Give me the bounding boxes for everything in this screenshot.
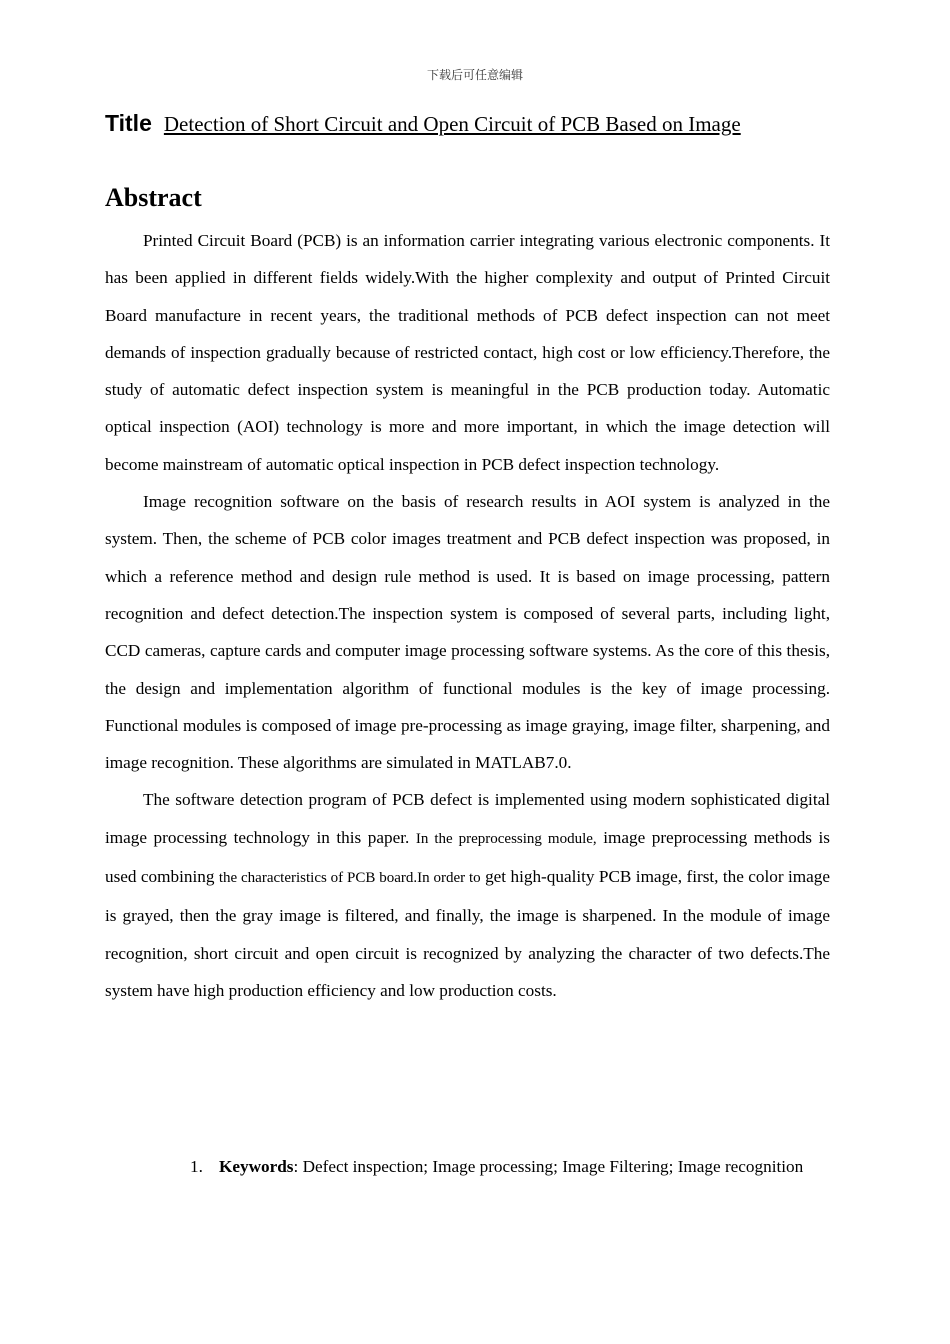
abstract-body	[105, 222, 830, 1009]
paragraph-3-segment: the characteristics of PCB board.In order to	[218, 870, 481, 887]
paragraph-3-segment: image preprocessing methods is used combining	[105, 827, 830, 887]
keywords-separator: :	[293, 1157, 303, 1176]
paragraph-3-segment: In the preprocessing module,	[415, 830, 597, 847]
paragraph-3-segment: The software detection program of PCB defect is implemented using modern sophisticated digital image processing technology in this paper.	[105, 790, 830, 847]
title-row	[105, 110, 830, 137]
paragraph-3-segment: get high-quality PCB image, first, the color image is grayed, then the gray image is filtered, and finally, the image is sharpened. In the module of image recognition, short circuit and open circuit is recognized by analyzing the character of two defects.The system have high production efficiency and low production costs.	[105, 867, 830, 1000]
abstract-paragraph-2: Image recognition software on the basis of research results in AOI system is analyzed in the system. Then, the scheme of PCB color images treatment and PCB defect inspection was proposed, in which a reference method and design rule method is used. It is based on image processing, pattern recognition and defect detection.The inspection system is composed of several parts, including light, CCD cameras, capture cards and computer image processing software systems. As the core of this thesis, the design and implementation algorithm of functional modules is the key of image processing. Functional modules is composed of image pre-processing as image graying, image filter, sharpening, and image recognition. These algorithms are simulated in MATLAB7.0.	[105, 492, 830, 773]
document-title: Detection of Short Circuit and Open Circuit of PCB Based on Image	[163, 112, 741, 136]
abstract-paragraph-3	[105, 781, 830, 1009]
keywords-text: Defect inspection; Image processing; Image Filtering; Image recognition	[302, 1157, 804, 1176]
abstract-heading: Abstract	[105, 183, 202, 212]
header-note: 下载后可任意编辑	[426, 68, 523, 82]
keywords-body	[219, 1148, 830, 1185]
title-label: Title	[105, 110, 152, 136]
abstract-paragraph-1: Printed Circuit Board (PCB) is an information carrier integrating various electronic components. It has been applied in different fields widely.With the higher complexity and output of Printed Circuit Board manufacture in recent years, the traditional methods of PCB defect inspection can not meet demands of inspection gradually because of restricted contact, high cost or low efficiency.Therefore, the study of automatic defect inspection system is meaningful in the PCB production today. Automatic optical inspection (AOI) technology is more and more important, in which the image detection will become mainstream of automatic optical inspection in PCB defect inspection technology.	[105, 231, 830, 474]
keywords-number: 1.	[190, 1157, 203, 1176]
keywords-label: Keywords	[219, 1157, 294, 1176]
keywords-list-item	[190, 1148, 830, 1185]
